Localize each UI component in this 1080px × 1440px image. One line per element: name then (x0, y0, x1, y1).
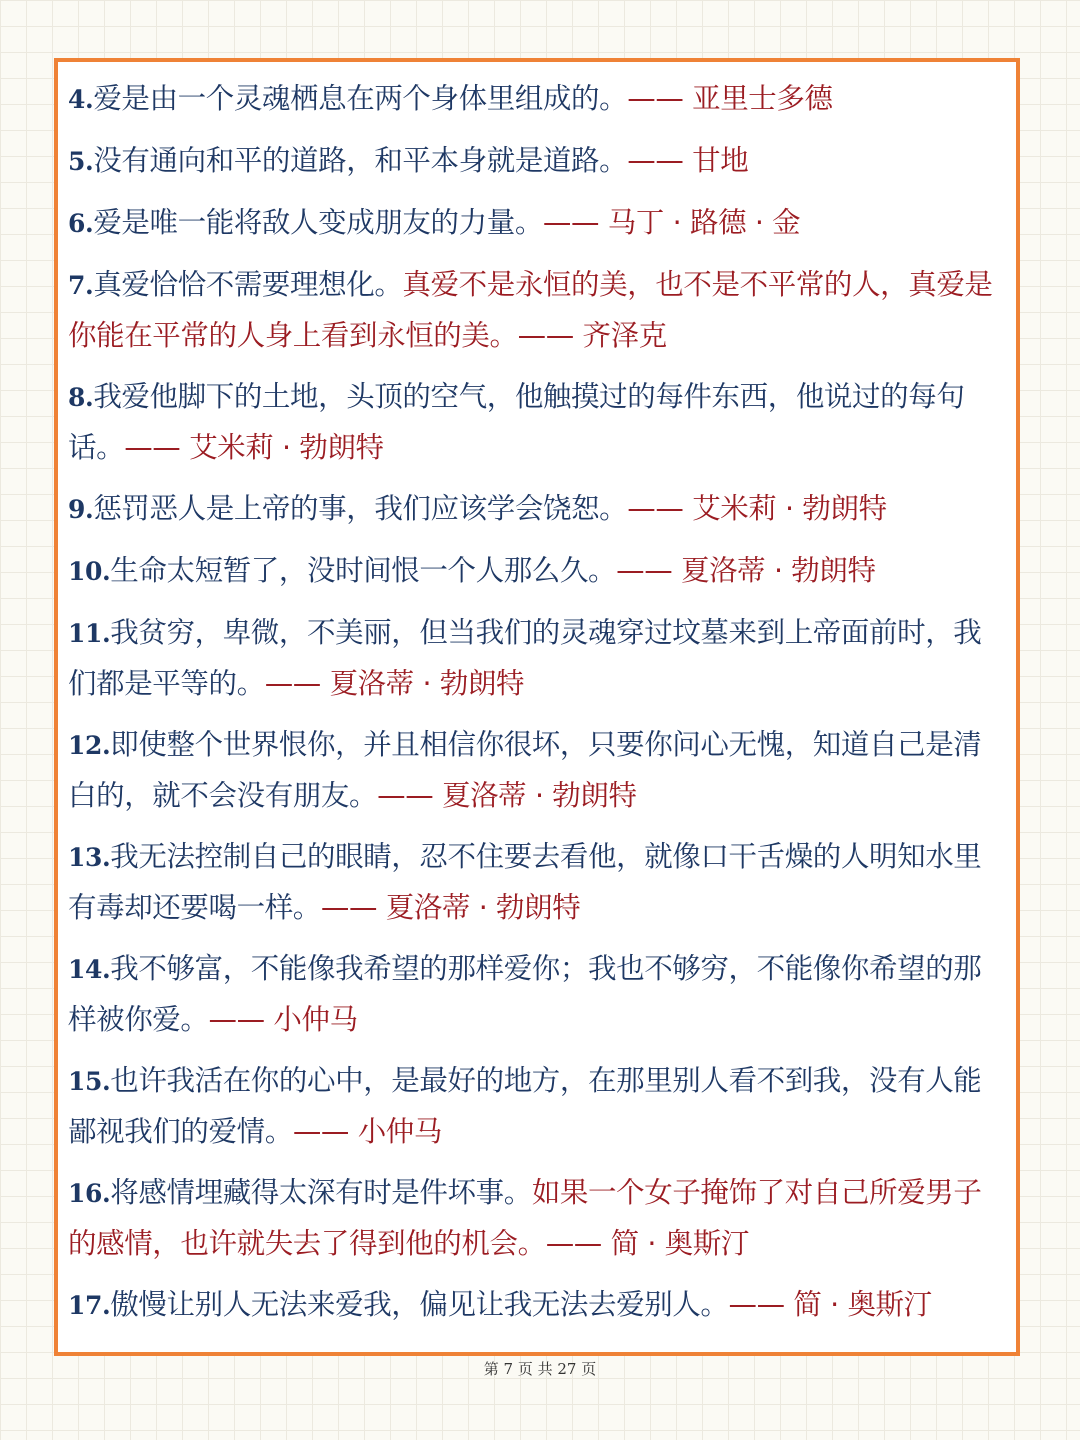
quote-number: 15. (68, 1067, 111, 1096)
quote-dash: —— (627, 144, 684, 177)
quote-item (68, 484, 1000, 535)
quote-item (68, 260, 1000, 361)
quote-dash: —— (616, 554, 673, 587)
quote-text: 没有通向和平的道路，和平本身就是道路。 (93, 144, 628, 177)
quote-author: 齐泽克 (582, 319, 667, 352)
quote-text: 即使整个世界恨你，并且相信你很坏，只要你问心无愧，知道自己是清白的，就不会没有朋友。 (68, 728, 982, 812)
quote-text: 爱是唯一能将敌人变成朋友的力量。 (93, 206, 543, 239)
quote-number: 11. (68, 619, 111, 648)
quote-number: 10. (68, 557, 111, 586)
quote-item (68, 74, 1000, 125)
quote-author: 小仲马 (273, 1003, 358, 1036)
quote-text: 傲慢让别人无法来爱我，偏见让我无法去爱别人。 (110, 1288, 729, 1321)
quote-number: 5. (68, 147, 94, 176)
quote-dash: —— (517, 319, 574, 352)
quote-number: 8. (68, 383, 94, 412)
quote-number: 9. (68, 495, 94, 524)
quote-number: 7. (68, 271, 94, 300)
quote-author: 夏洛蒂 · 勃朗特 (385, 891, 581, 924)
quote-text: 惩罚恶人是上帝的事，我们应该学会饶恕。 (93, 492, 628, 525)
quote-author: 简 · 奥斯汀 (610, 1227, 749, 1260)
quote-dash: —— (377, 779, 434, 812)
quote-item (68, 1280, 1000, 1331)
quote-author: 亚里士多德 (692, 82, 833, 115)
quote-highlight-text: 如果一个女子掩饰了对自己所爱男子的感情，也许就失去了得到他的机会。 (68, 1176, 982, 1260)
quote-dash: —— (124, 431, 181, 464)
quote-text: 也许我活在你的心中，是最好的地方，在那里别人看不到我，没有人能鄙视我们的爱情。 (68, 1064, 982, 1148)
quote-item (68, 832, 1000, 933)
quote-dash: —— (542, 206, 600, 239)
quote-item (68, 372, 1000, 473)
quote-dash: —— (627, 82, 684, 115)
quote-dash: —— (627, 492, 684, 525)
quote-number: 14. (68, 955, 111, 984)
quote-number: 16. (68, 1179, 111, 1208)
quote-text: 爱是由一个灵魂栖息在两个身体里组成的。 (93, 82, 628, 115)
quote-number: 17. (68, 1291, 111, 1320)
quote-number: 4. (68, 85, 94, 114)
quote-author: 艾米莉 · 勃朗特 (189, 431, 384, 464)
quote-dash: —— (545, 1227, 602, 1260)
quote-text: 我不够富，不能像我希望的那样爱你；我也不够穷，不能像你希望的那样被你爱。 (68, 952, 982, 1036)
quote-item (68, 198, 1000, 249)
quote-number: 12. (68, 731, 111, 760)
quote-author: 夏洛蒂 · 勃朗特 (329, 667, 525, 700)
quote-text: 我贫穷，卑微，不美丽，但当我们的灵魂穿过坟墓来到上帝面前时，我们都是平等的。 (68, 616, 982, 700)
quote-card (54, 58, 1020, 1356)
quote-item (68, 720, 1000, 821)
quote-dash: —— (728, 1288, 785, 1321)
quote-author: 艾米莉 · 勃朗特 (692, 492, 887, 525)
quote-highlight-text: 真爱不是永恒的美，也不是不平常的人，真爱是你能在平常的人身上看到永恒的美。 (68, 268, 993, 352)
quote-list (68, 74, 1000, 1331)
quote-item (68, 1056, 1000, 1157)
quote-item (68, 608, 1000, 709)
quote-text: 真爱恰恰不需要理想化。 (93, 268, 403, 301)
quote-number: 13. (68, 843, 111, 872)
quote-dash: —— (320, 891, 378, 924)
quote-dash: —— (208, 1003, 265, 1036)
quote-author: 夏洛蒂 · 勃朗特 (680, 554, 876, 587)
quote-author: 简 · 奥斯汀 (793, 1288, 932, 1321)
quote-author: 马丁 · 路德 · 金 (607, 206, 801, 239)
quote-dash: —— (292, 1115, 350, 1148)
quote-author: 小仲马 (357, 1115, 442, 1148)
quote-text: 将感情埋藏得太深有时是件坏事。 (110, 1176, 532, 1209)
page-number: 第 7 页 共 27 页 (483, 1360, 597, 1378)
quote-author: 夏洛蒂 · 勃朗特 (441, 779, 637, 812)
quote-number: 6. (68, 209, 94, 238)
quote-author: 甘地 (692, 144, 749, 177)
quote-text: 我爱他脚下的土地，头顶的空气，他触摸过的每件东西，他说过的每句话。 (68, 380, 965, 464)
quote-item (68, 546, 1000, 597)
quote-item (68, 944, 1000, 1045)
quote-item (68, 1168, 1000, 1269)
quote-item (68, 136, 1000, 187)
quote-text: 生命太短暂了，没时间恨一个人那么久。 (110, 554, 617, 587)
quote-dash: —— (264, 667, 321, 700)
quote-text: 我无法控制自己的眼睛，忍不住要去看他，就像口干舌燥的人明知水里有毒却还要喝一样。 (68, 840, 982, 924)
